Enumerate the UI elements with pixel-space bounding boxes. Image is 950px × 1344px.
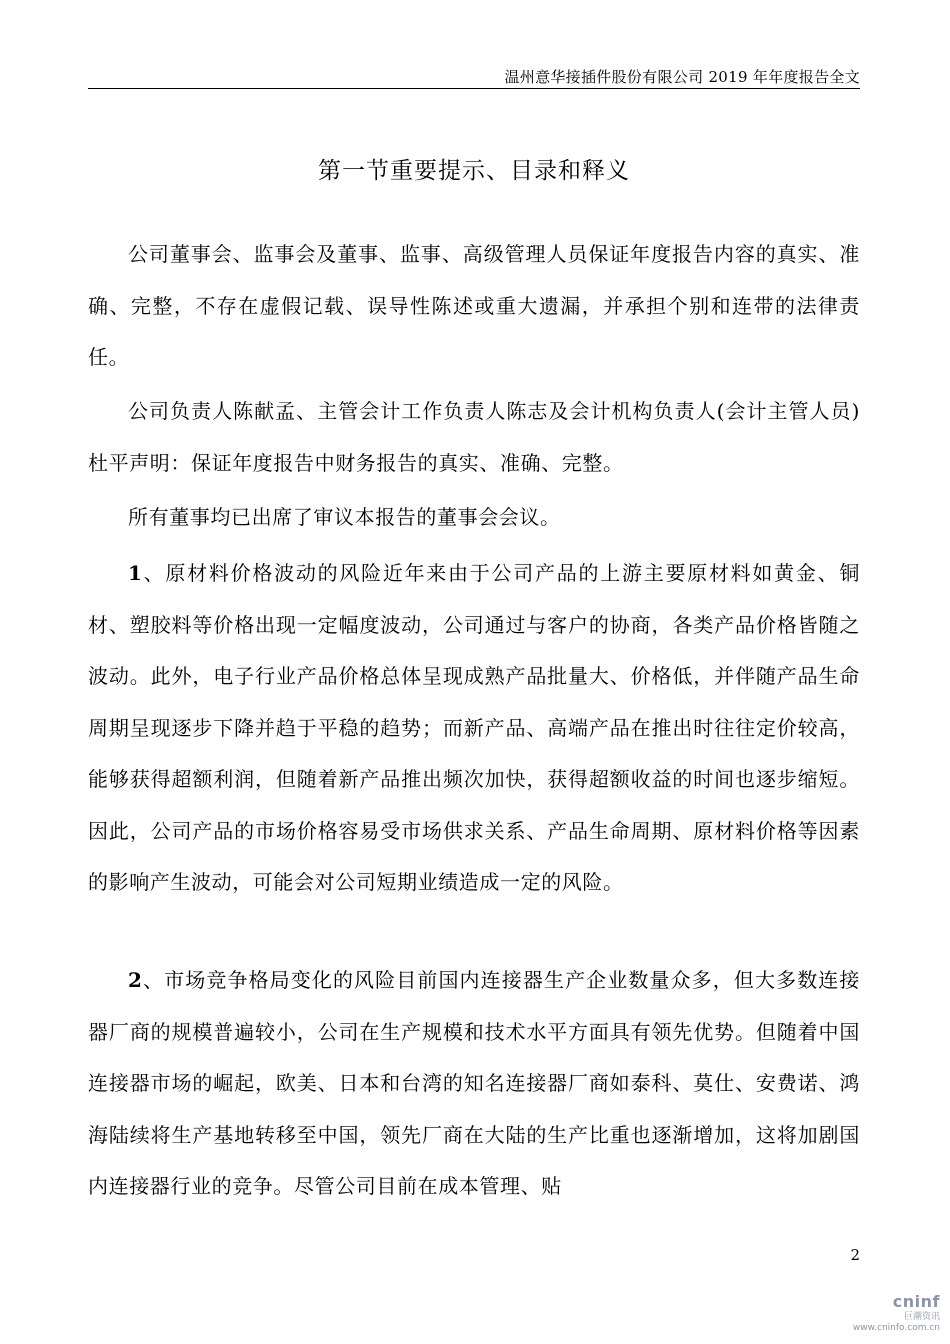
risk-raw-material-paragraph [88,548,860,909]
risk-text: 、原材料价格波动的风险近年来由于公司产品的上游主要原材料如黄金、铜材、塑胶料等价格出现一定幅度波动，公司通过与客户的协商，各类产品价格皆随之波动。此外，电子行业产品价格总体呈现成熟产品批量大、价格低，并伴随产品生命周期呈现逐步下降并趋于平稳的趋势；而新产品、高端产品在推出时往往定价较高，能够获得超额利润，但随着新产品推出频次加快，获得超额收益的时间也逐步缩短。因此，公司产品的市场价格容易受市场供求关系、产品生命周期、原材料价格等因素的影响产生波动，可能会对公司短期业绩造成一定的风险。 [88,561,860,894]
risk-number: 1 [128,561,143,585]
risk-number: 2 [128,968,143,992]
statement-paragraph: 公司董事会、监事会及董事、监事、高级管理人员保证年度报告内容的真实、准确、完整，不存在虚假记载、误导性陈述或重大遗漏，并承担个别和连带的法律责任。 [88,242,860,369]
section-title: 第一节重要提示、目录和释义 [318,158,630,184]
watermark-brand: cninf [892,1292,940,1311]
responsible-persons-paragraph: 公司负责人陈献孟、主管会计工作负责人陈志及会计机构负责人(会计主管人员)杜平声明：保证年度报告中财务报告的真实、准确、完整。 [88,399,860,475]
page-number: 2 [850,1246,860,1264]
risk-text: 、市场竞争格局变化的风险目前国内连接器生产企业数量众多，但大多数连接器厂商的规模普遍较小，公司在生产规模和技术水平方面具有领先优势。但随着中国连接器市场的崛起，欧美、日本和台湾的知名连接器厂商如泰科、莫仕、安费诺、鸿海陆续将生产基地转移至中国，领先厂商在大陆的生产比重也逐渐增加，这将加剧国内连接器行业的竞争。尽管公司目前在成本管理、贴 [88,968,860,1198]
cninfo-watermark-logo [850,1292,940,1334]
board-attendance-paragraph: 所有董事均已出席了审议本报告的董事会会议。 [128,505,561,529]
header-text: 温州意华接插件股份有限公司 2019 年年度报告全文 [504,68,860,86]
page-header [88,62,860,89]
watermark-url: www.cninfo.com.cn [852,1323,940,1333]
risk-competition-paragraph [88,955,860,1213]
watermark-cn-text: 巨潮资讯 [903,1312,940,1322]
